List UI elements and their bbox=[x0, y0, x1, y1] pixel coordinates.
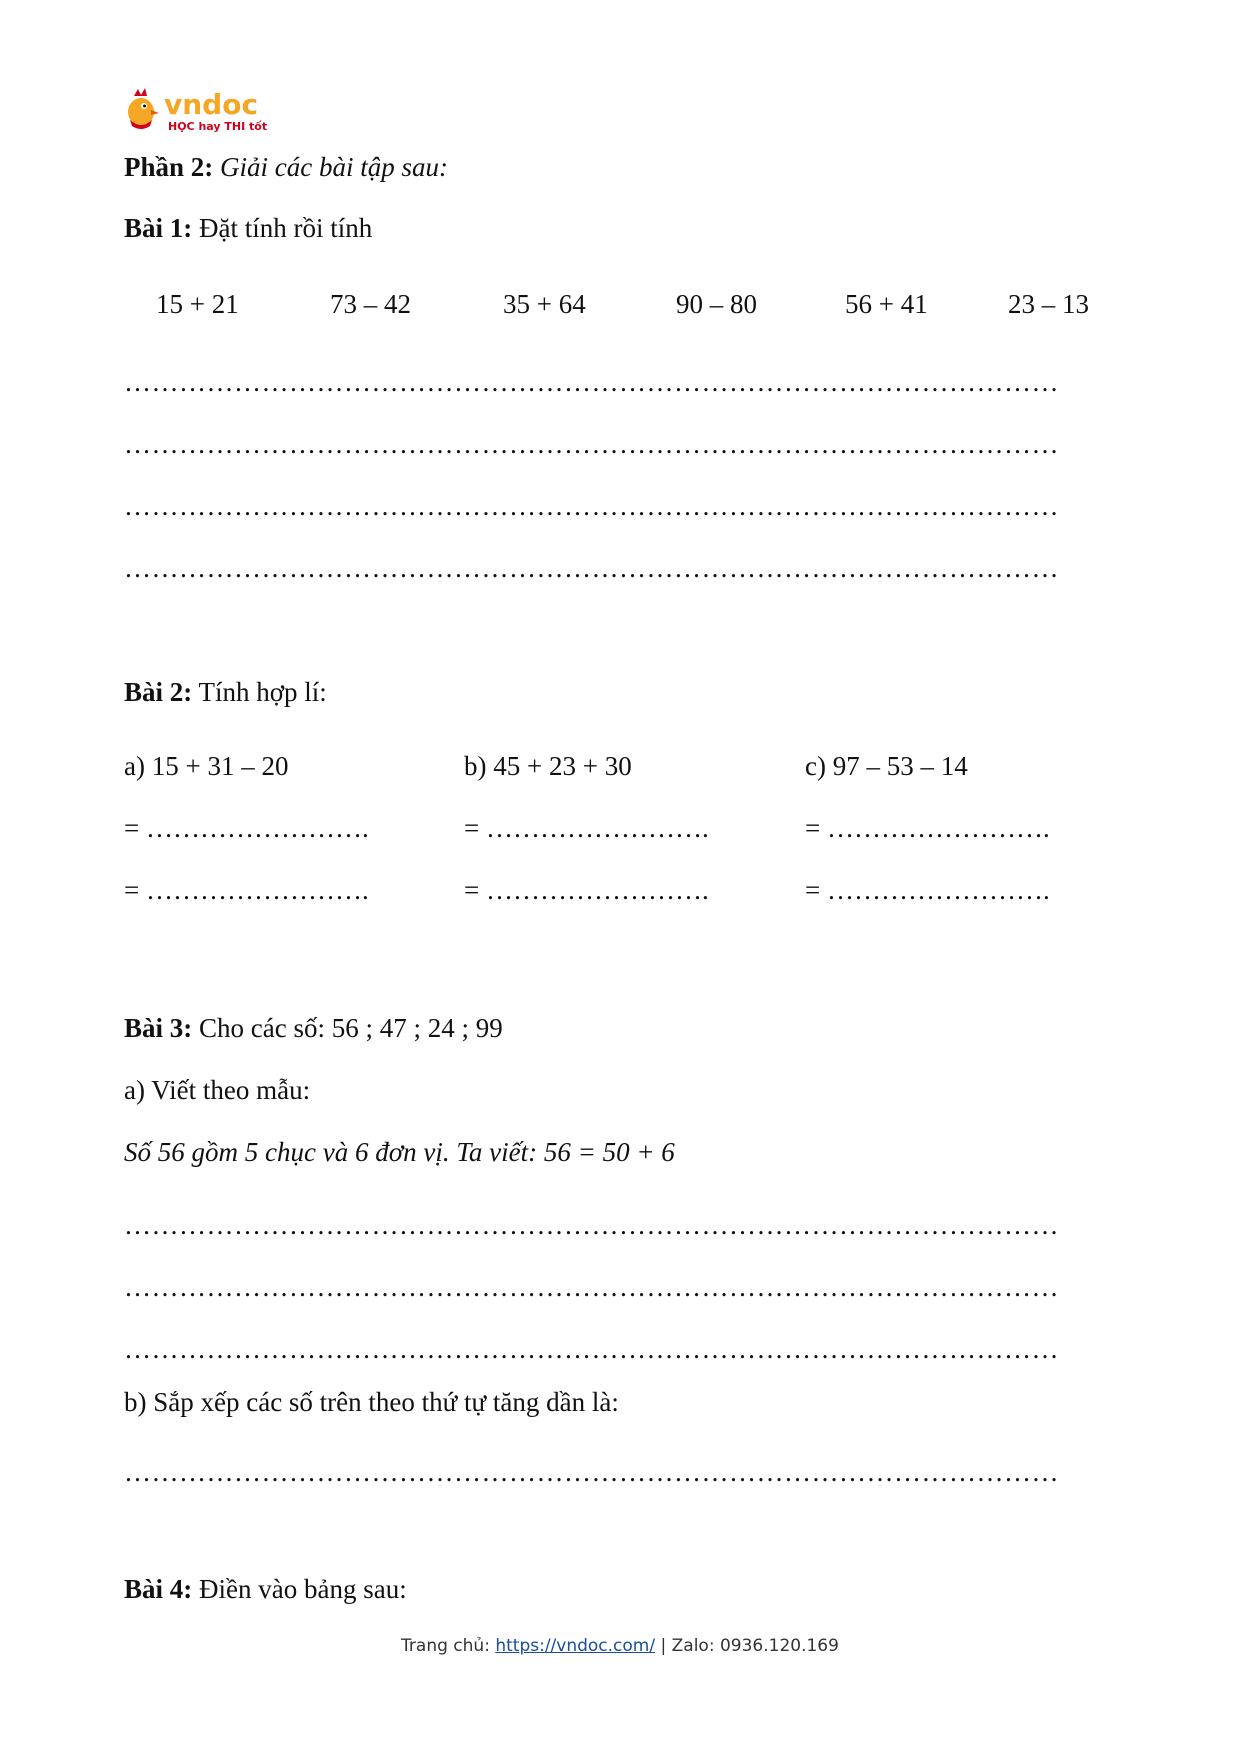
bai1-label: Bài 1: bbox=[124, 213, 193, 243]
bai1-expression: 15 + 21 bbox=[156, 289, 239, 319]
part2-label: Phần 2: bbox=[124, 152, 214, 182]
bai4-label: Bài 4: bbox=[124, 1574, 193, 1604]
bai2-label: Bài 2: bbox=[124, 677, 193, 707]
bai2-expression-a: a) 15 + 31 – 20 bbox=[124, 751, 289, 781]
bai1-expression: 35 + 64 bbox=[503, 289, 586, 319]
part2-heading bbox=[124, 150, 448, 184]
footer-zalo: Zalo: 0936.120.169 bbox=[671, 1636, 839, 1656]
answer-dot-line[interactable]: ………………………………………………………………………………………… bbox=[124, 1457, 1059, 1487]
bai3-heading bbox=[124, 1011, 503, 1045]
bai3-part-b: b) Sắp xếp các số trên theo thứ tự tăng dần là: bbox=[124, 1387, 619, 1417]
svg-text:vndoc: vndoc bbox=[164, 88, 259, 121]
bai2-text: Tính hợp lí: bbox=[198, 677, 327, 707]
bai4-text: Điền vào bảng sau: bbox=[199, 1574, 407, 1604]
bai2-answer-line[interactable]: = ……………………. bbox=[805, 875, 1050, 905]
svg-text:HỌC hay THI tốt: HỌC hay THI tốt bbox=[168, 120, 268, 133]
bai2-answer-line[interactable]: = ……………………. bbox=[124, 813, 369, 843]
bai3-part-a: a) Viết theo mẫu: bbox=[124, 1075, 311, 1105]
answer-dot-line[interactable]: ………………………………………………………………………………………… bbox=[124, 367, 1059, 397]
chicken-mascot-icon bbox=[128, 88, 159, 129]
answer-dot-line[interactable]: ………………………………………………………………………………………… bbox=[124, 429, 1059, 459]
bai2-answer-line[interactable]: = ……………………. bbox=[464, 875, 709, 905]
bai2-expression-b: b) 45 + 23 + 30 bbox=[464, 751, 632, 781]
part2-title: Giải các bài tập sau: bbox=[220, 152, 449, 182]
bai1-expression: 23 – 13 bbox=[1008, 289, 1089, 319]
bai3-label: Bài 3: bbox=[124, 1013, 193, 1043]
bai1-heading bbox=[124, 211, 372, 245]
bai1-expression: 90 – 80 bbox=[676, 289, 757, 319]
bai3-example: Số 56 gồm 5 chục và 6 đơn vị. Ta viết: 56 = 50 + 6 bbox=[124, 1137, 675, 1167]
bai1-text: Đặt tính rồi tính bbox=[199, 213, 373, 243]
bai2-answer-line[interactable]: = ……………………. bbox=[124, 875, 369, 905]
answer-dot-line[interactable]: ………………………………………………………………………………………… bbox=[124, 491, 1059, 521]
page-footer bbox=[0, 1634, 1240, 1658]
bai4-heading bbox=[124, 1572, 407, 1606]
bai2-expression-c: c) 97 – 53 – 14 bbox=[805, 751, 968, 781]
footer-separator: | bbox=[660, 1636, 667, 1656]
bai2-answer-line[interactable]: = ……………………. bbox=[464, 813, 709, 843]
answer-dot-line[interactable]: ………………………………………………………………………………………… bbox=[124, 1334, 1059, 1364]
answer-dot-line[interactable]: ………………………………………………………………………………………… bbox=[124, 553, 1059, 583]
bai1-expression: 73 – 42 bbox=[330, 289, 411, 319]
answer-dot-line[interactable]: ………………………………………………………………………………………… bbox=[124, 1272, 1059, 1302]
bai2-answer-line[interactable]: = ……………………. bbox=[805, 813, 1050, 843]
bai1-expression-row bbox=[0, 287, 1240, 321]
bai3-text: Cho các số: 56 ; 47 ; 24 ; 99 bbox=[199, 1013, 503, 1043]
answer-dot-line[interactable]: ………………………………………………………………………………………… bbox=[124, 1210, 1059, 1240]
footer-home-link[interactable]: https://vndoc.com/ bbox=[495, 1636, 656, 1656]
vndoc-logo bbox=[124, 84, 284, 136]
footer-home-label: Trang chủ: bbox=[401, 1636, 490, 1656]
bai1-expression: 56 + 41 bbox=[845, 289, 928, 319]
bai2-heading bbox=[124, 675, 327, 709]
